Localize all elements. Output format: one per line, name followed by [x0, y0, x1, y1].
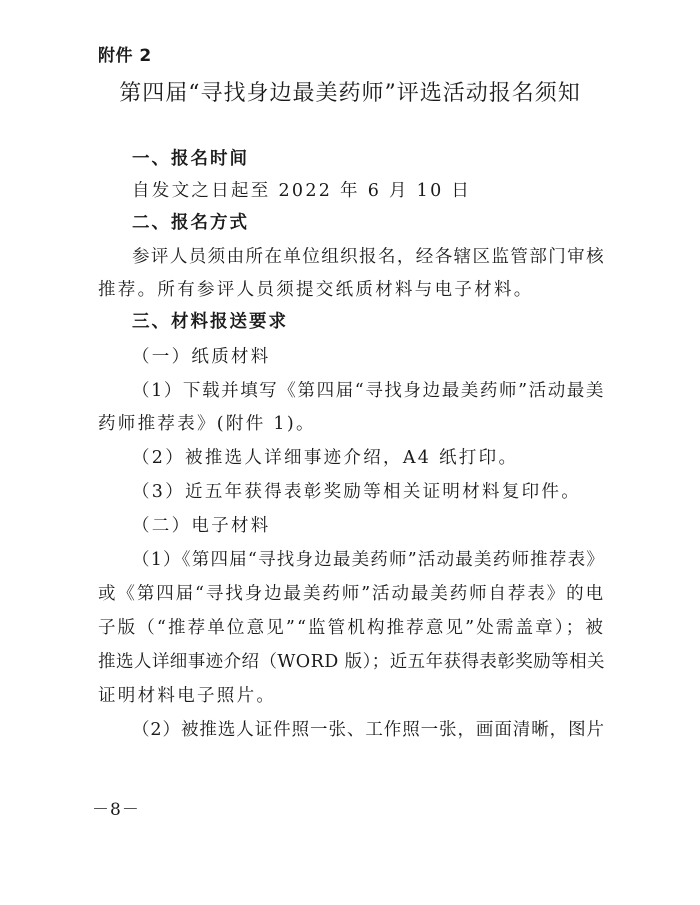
electronic-item-1-line-1: （1）《第四届“寻找身边最美药师”活动最美药师推荐表》 [132, 550, 606, 570]
paper-item-3: （3）近五年获得表彰奖励等相关证明材料复印件。 [132, 482, 582, 502]
paper-item-1-line-2: 药师推荐表》(附件 1)。 [98, 414, 316, 434]
electronic-item-1-line-4: 推选人详细事迹介绍（WORD 版）；近五年获得表彰奖励等相关 [98, 652, 605, 672]
registration-time-text: 自发文之日起至 2022 年 6 月 10 日 [132, 181, 472, 201]
paper-item-1-line-1: （1）下载并填写《第四届“寻找身边最美药师”活动最美 [132, 381, 605, 401]
document-title: 第四届“寻找身边最美药师”评选活动报名须知 [119, 81, 581, 106]
section-heading-registration-method: 二、报名方式 [132, 213, 249, 233]
section-heading-material-requirements: 三、材料报送要求 [132, 312, 288, 332]
registration-method-line-2: 推荐。所有参评人员须提交纸质材料与电子材料。 [98, 280, 534, 300]
page-number: －8－ [92, 800, 140, 820]
paper-item-2: （2）被推选人详细事迹介绍，A4 纸打印。 [132, 448, 519, 468]
electronic-item-1-line-2: 或《第四届“寻找身边最美药师”活动最美药师自荐表》的电 [98, 584, 605, 604]
electronic-item-1-line-5: 证明材料电子照片。 [98, 686, 277, 706]
electronic-materials-heading: （二）电子材料 [132, 516, 271, 536]
paper-materials-heading: （一）纸质材料 [132, 347, 271, 367]
electronic-item-1-line-3: 子版（“推荐单位意见”“监管机构推荐意见”处需盖章）；被 [98, 618, 605, 638]
attachment-label: 附件 2 [98, 46, 152, 66]
registration-method-line-1: 参评人员须由所在单位组织报名，经各辖区监管部门审核 [132, 247, 605, 267]
section-heading-registration-time: 一、报名时间 [132, 149, 249, 169]
electronic-item-2-line-1: （2）被推选人证件照一张、工作照一张，画面清晰，图片 [132, 720, 605, 740]
